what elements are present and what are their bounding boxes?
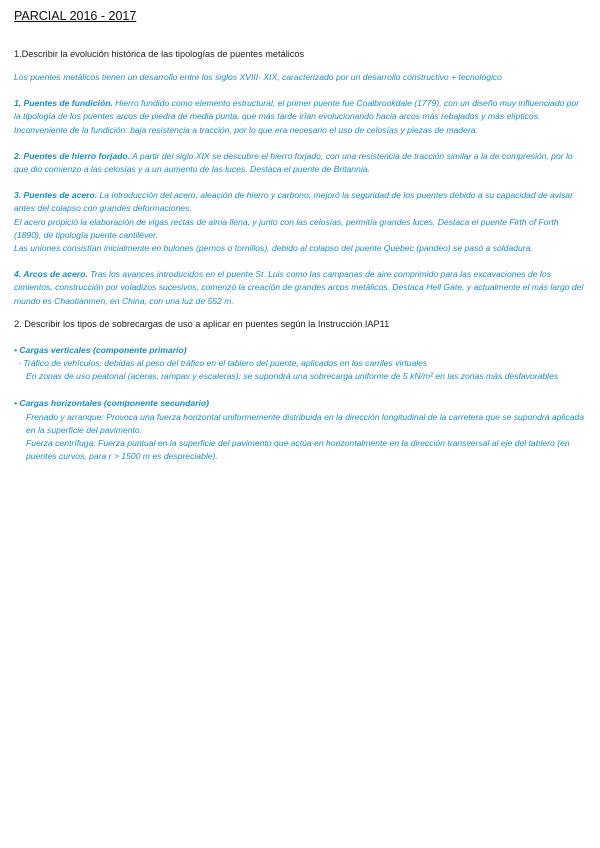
cargas-horizontales-line2: Fuerza centrífuga: Fuerza puntual en la superficie del pavimento que actúa en horizontalmente en la dirección transversal al eje del tablero (en puentes curvos, para r > 1500 m es despreciable). — [26, 438, 570, 462]
answer-intro — [14, 71, 586, 84]
section-hierro-forjado-heading: 2. Puentes de hierro forjado. — [14, 150, 131, 161]
section-fundicion — [14, 97, 586, 137]
cargas-horizontales — [14, 397, 586, 463]
section-acero-body: La introducción del acero, aleación de hierro y carbono, mejoró la seguridad de los puentes debido a su capacidad de avisar antes del colapso con grandes deformaciones. — [14, 190, 573, 214]
section-arcos-acero-body: Tras los avances introducidos en el puente St. Luis como las campanas de aire comprimido para las excavaciones de los cimientos, construcción por voladizos sucesivos, comenzó la creación de grandes arcos metálicos. Destaca Hell Gate, y actualmente el más largo del mundo es Chaotianmen, en China, con una luz de 552 m. — [14, 269, 584, 306]
section-acero-text — [14, 189, 586, 215]
section-hierro-forjado-text — [14, 150, 586, 176]
question-2: 2. Describir los tipos de sobrecargas de uso a aplicar en puentes según la Instrucción IAP11 — [14, 318, 390, 329]
cargas-verticales — [14, 344, 586, 384]
page-title: PARCIAL 2016 - 2017 — [14, 9, 137, 23]
section-acero — [14, 189, 586, 255]
section-fundicion-body: Hierro fundido como elemento estructural, el primer puente fue Coalbrookdale (1779), con un diseño muy influenciado por la tipología de los puentes arcos de piedra de media punta, que más tarde irían evolucionando hacia arcos más rebajados y más elípticos. — [14, 98, 580, 122]
cargas-horizontales-line1: Frenado y arranque: Provoca una fuerza horizontal uniformemente distribuida en la dirección longitudinal de la carretera que se supondrá aplicada en la superficie del pavimento. — [26, 411, 584, 435]
question-1: 1.Describir la evolución histórica de las tipologías de puentes metálicos — [14, 49, 305, 59]
section-arcos-acero-heading: 4. Arcos de acero. — [14, 269, 88, 280]
section-hierro-forjado-body: A partir del siglo XIX se descubre el hierro forjado, con una resistencia de tracción similar a la de compresión, por lo que dio comienzo a las celosías y a un aumento de las luces. Destaca el puente de Britannia. — [14, 150, 573, 175]
section-acero-heading: 3. Puentes de acero. — [14, 190, 98, 201]
section-acero-line2: El acero propició la elaboración de vigas rectas de alma llena, y junto con las celosías, permitía grandes luces. Destaca el puente Firth of Forth (1890), de tipología puente cantiléver. — [14, 216, 559, 240]
section-arcos-acero-text — [14, 268, 586, 308]
section-fundicion-line2: Inconveniente de la fundición: baja resistencia a tracción, por lo que era necesario el uso de celosías y piezas de madera. — [14, 124, 478, 135]
cargas-verticales-line2: En zonas de uso peatonal (aceras, rampas y escaleras): se supondrá una sobrecarga uniforme de 5 kN/m² en las zonas más desfavorables — [26, 371, 559, 382]
cargas-verticales-line1: - Tráfico de vehículos: debidas al peso del tráfico en el tablero del puente, aplicados en los carriles virtuales — [18, 358, 428, 369]
section-hierro-forjado — [14, 150, 586, 176]
section-fundicion-heading: 1. Puentes de fundición. — [14, 98, 113, 109]
cargas-verticales-heading: • Cargas verticales (componente primario) — [14, 344, 187, 355]
section-acero-line3: Las uniones consistían inicialmente en bulones (pernos o tornillos), debido al colapso del puente Quebec (pandeo) se pasó a soldadura. — [14, 243, 533, 254]
section-arcos-acero — [14, 268, 586, 308]
intro-text: Los puentes metálicos tienen un desarrollo entre los siglos XVIII- XIX, caracterizado por un desarrollo constructivo + tecnológico — [14, 72, 502, 82]
cargas-horizontales-heading: • Cargas horizontales (componente secundario) — [14, 398, 209, 409]
section-fundicion-text — [14, 97, 586, 123]
